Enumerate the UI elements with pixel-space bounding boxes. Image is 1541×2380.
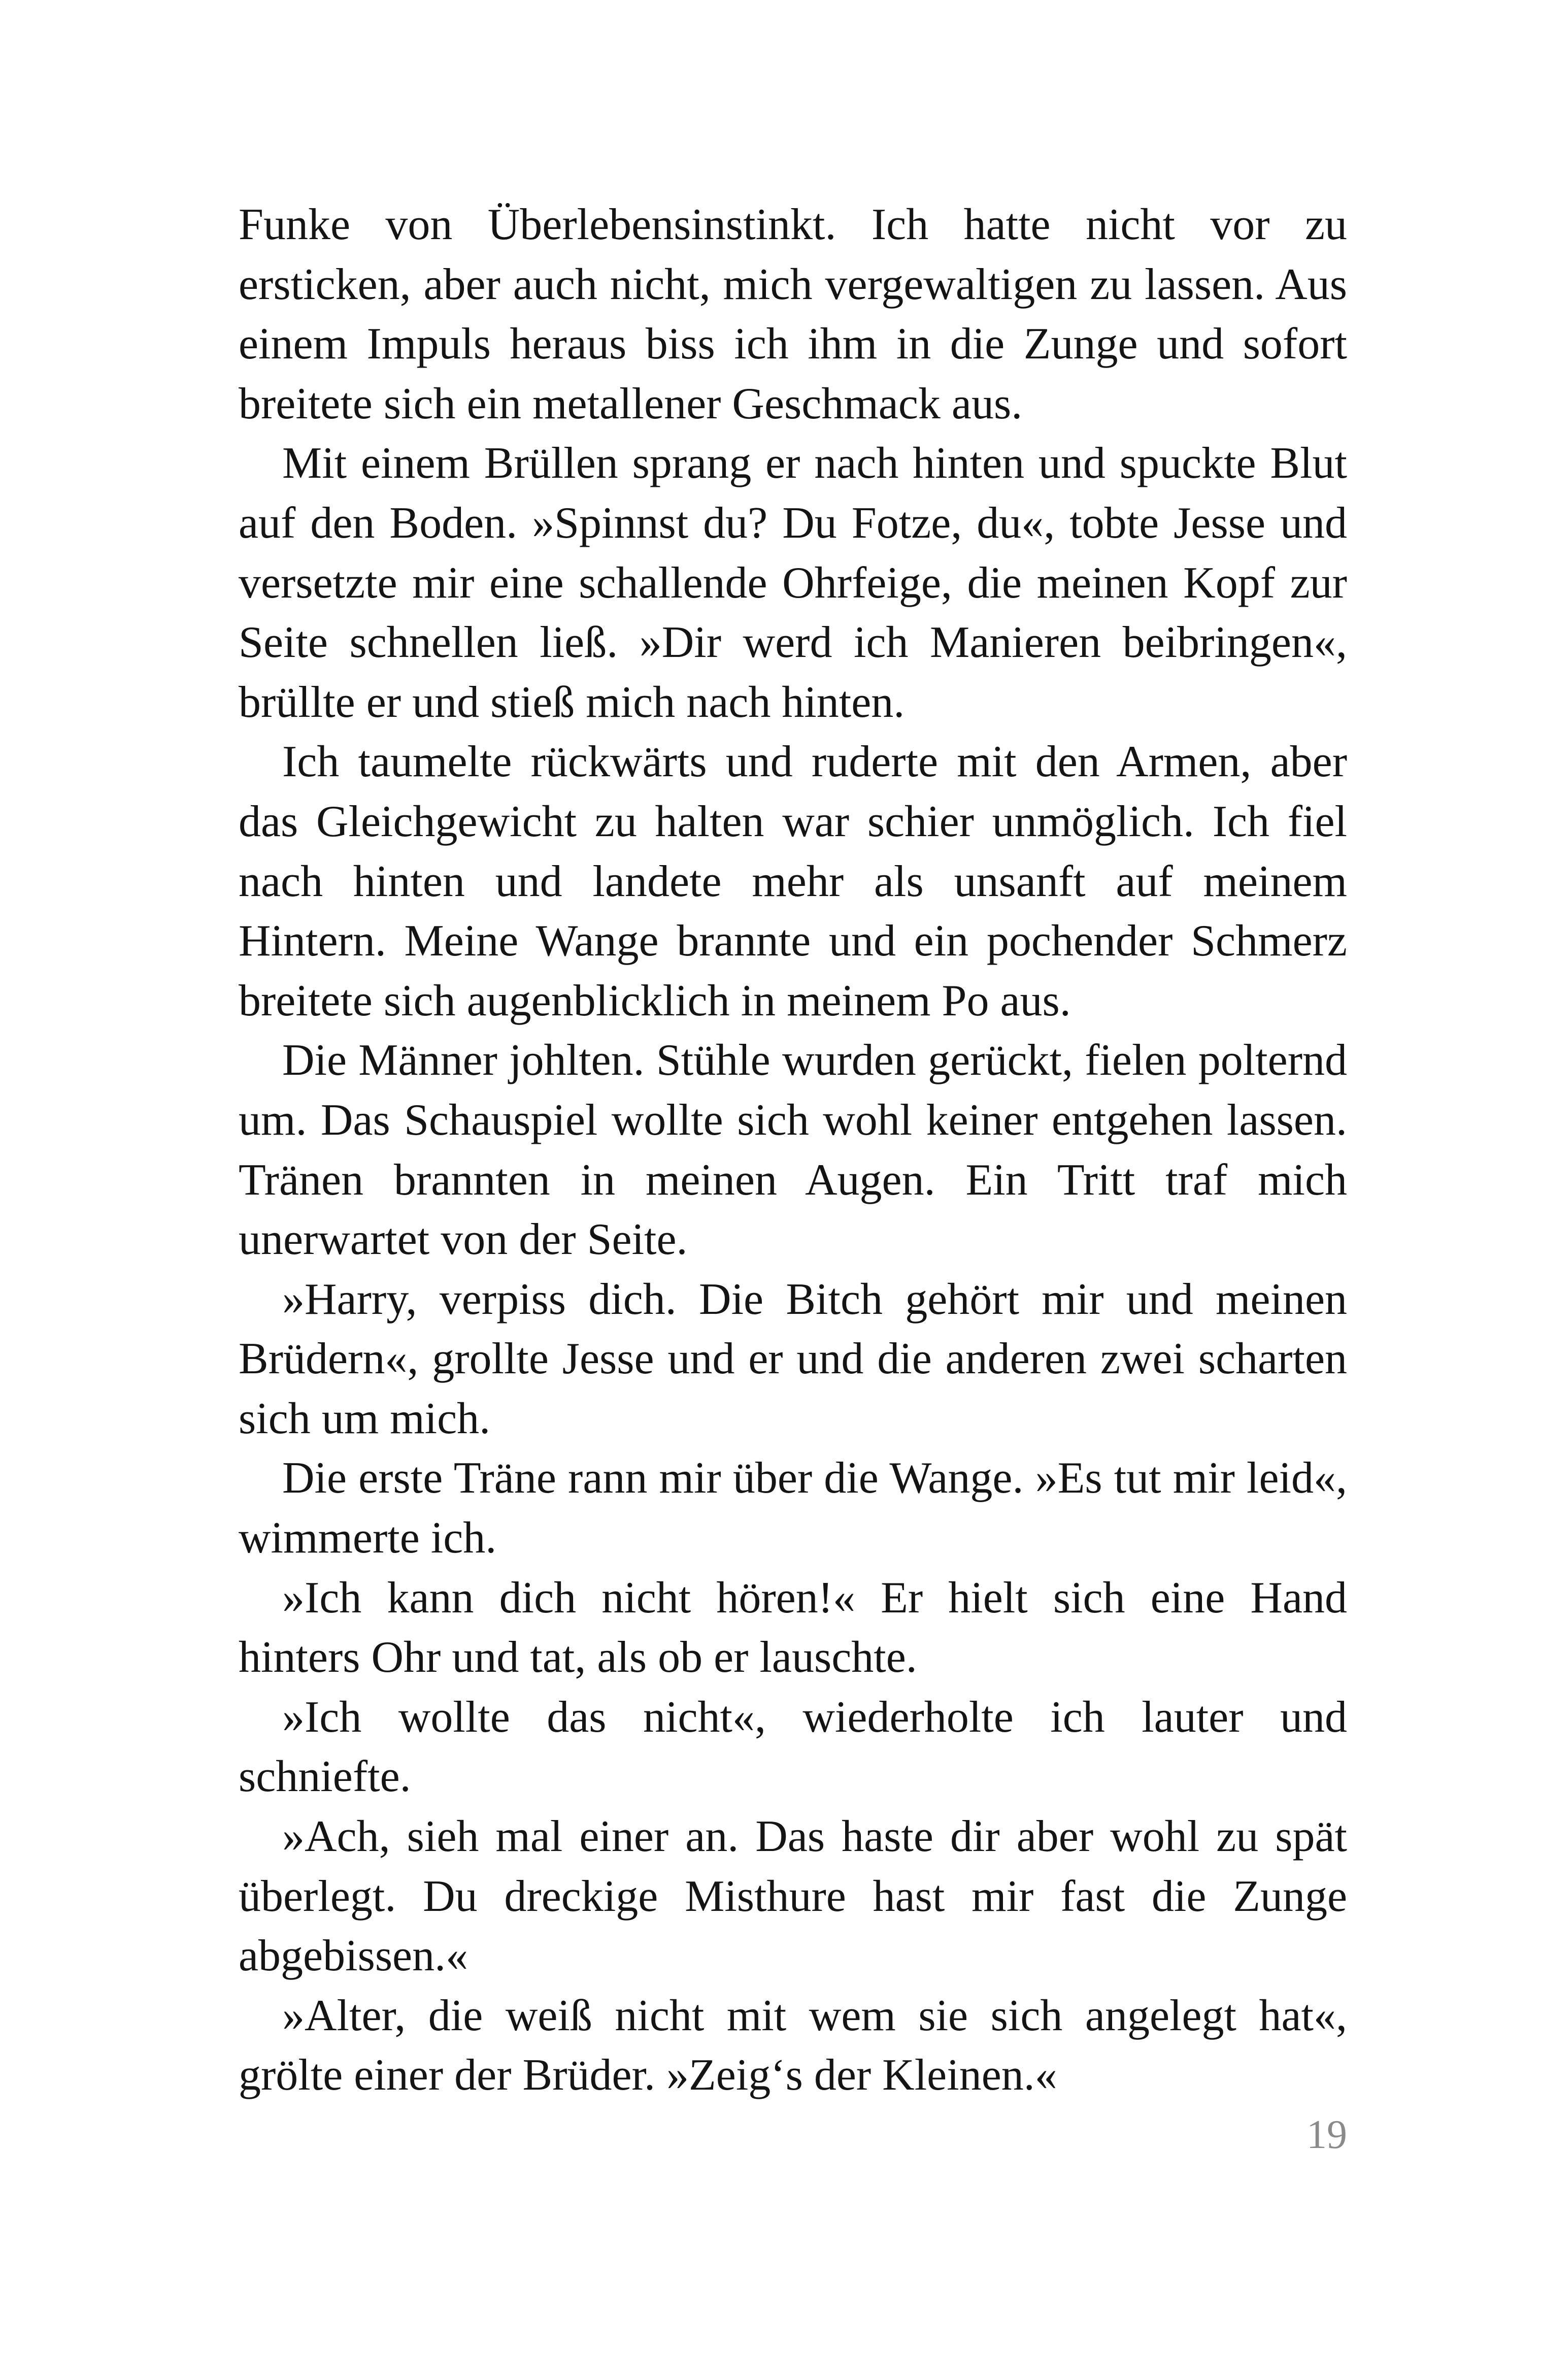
page-number: 19 xyxy=(1306,2112,1347,2157)
paragraph-6: Die erste Träne rann mir über die Wange. »Es tut mir leid«, wimmerte ich. xyxy=(239,1453,1347,1563)
paragraph-9: »Ach, sieh mal einer an. Das haste dir aber wohl zu spät überlegt. Du dreckige Misthure hast mir fast die Zunge abgebissen.« xyxy=(239,1812,1347,1981)
paragraph-1: Funke von Überlebensinstinkt. Ich hatte nicht vor zu ersticken, aber auch nicht, mich vergewaltigen zu lassen. Aus einem Impuls heraus biss ich ihm in die Zunge und sofort breitete sich ein metallener Geschmack aus. xyxy=(239,200,1347,428)
paragraph-4: Die Männer johlten. Stühle wurden gerückt, fielen polternd um. Das Schauspiel wollte sich wohl keiner entgehen lassen. Tränen brannten in meinen Augen. Ein Tritt traf mich unerwartet von der Seite. xyxy=(239,1036,1347,1265)
paragraph-7: »Ich kann dich nicht hören!« Er hielt sich eine Hand hinters Ohr und tat, als ob er lauschte. xyxy=(239,1573,1347,1682)
body-text xyxy=(239,195,1347,2105)
paragraph-5: »Harry, verpiss dich. Die Bitch gehört mir und meinen Brüdern«, grollte Jesse und er und die anderen zwei scharten sich um mich. xyxy=(239,1274,1347,1443)
paragraph-8: »Ich wollte das nicht«, wiederholte ich lauter und schniefte. xyxy=(239,1692,1347,1802)
paragraph-3: Ich taumelte rückwärts und ruderte mit den Armen, aber das Gleichgewicht zu halten war schier unmöglich. Ich fiel nach hinten und landete mehr als unsanft auf meinem Hintern. Meine Wange brannte und ein pochender Schmerz breitete sich augenblicklich in meinem Po aus. xyxy=(239,737,1347,1026)
paragraph-10: »Alter, die weiß nicht mit wem sie sich angelegt hat«, grölte einer der Brüder. »Zeig‘s der Kleinen.« xyxy=(239,1991,1347,2100)
paragraph-2: Mit einem Brüllen sprang er nach hinten und spuckte Blut auf den Boden. »Spinnst du? Du Fotze, du«, tobte Jesse und versetzte mir eine schallende Ohrfeige, die meinen Kopf zur Seite schnellen ließ. »Dir werd ich Manieren beibringen«, brüllte er und stieß mich nach hinten. xyxy=(239,439,1347,727)
